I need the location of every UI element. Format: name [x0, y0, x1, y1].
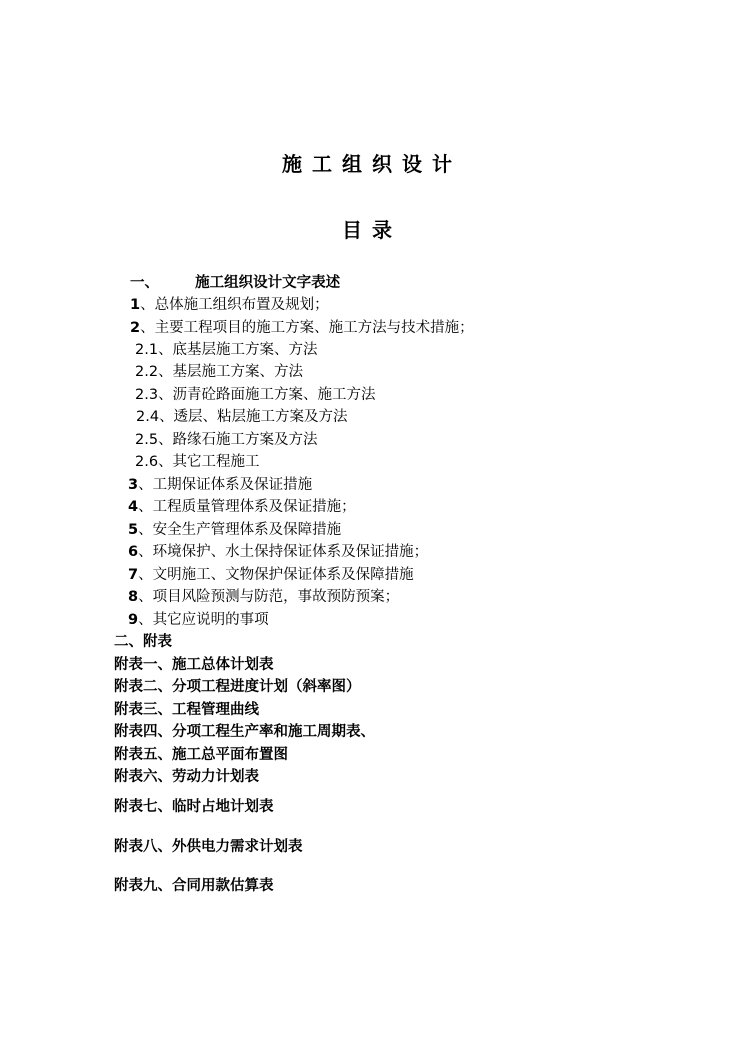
- toc-item: 2.3、沥青砼路面施工方案、施工方法: [135, 387, 376, 403]
- appendix-item: 附表七、临时占地计划表: [114, 799, 274, 815]
- appendix-item: 附表五、施工总平面布置图: [114, 747, 288, 763]
- appendix-item: 附表八、外供电力需求计划表: [114, 839, 303, 855]
- appendix-item: 附表六、劳动力计划表: [114, 769, 259, 785]
- toc-item: 2.4、透层、粘层施工方案及方法: [136, 409, 348, 425]
- toc-heading: 目录: [342, 218, 402, 242]
- toc-item: 2.1、底基层施工方案、方法: [135, 342, 318, 358]
- appendix-item: 附表四、分项工程生产率和施工周期表、: [114, 724, 375, 740]
- document-title: 施工组织设计: [282, 152, 462, 176]
- appendix-item: 附表九、合同用款估算表: [114, 878, 274, 894]
- appendix-item: 附表三、工程管理曲线: [114, 702, 259, 718]
- toc-item: 2、主要工程项目的施工方案、施工方法与技术措施；: [130, 320, 474, 336]
- section1-heading: [130, 274, 340, 292]
- toc-item: 2.5、路缘石施工方案及方法: [135, 432, 318, 448]
- toc-item: 7、文明施工、文物保护保证体系及保障措施: [128, 567, 414, 583]
- appendix-item: 附表二、分项工程进度计划（斜率图）: [114, 679, 361, 695]
- toc-item: 2.2、基层施工方案、方法: [135, 364, 304, 380]
- section1-title: 施工组织设计文字表述: [195, 275, 341, 291]
- appendix-item: 附表一、施工总体计划表: [114, 657, 274, 673]
- toc-item: 8、项目风险预测与防范，事故预防预案；: [128, 589, 400, 605]
- section2-heading: 二、附表: [114, 634, 172, 650]
- toc-item: 5、安全生产管理体系及保障措施: [128, 522, 342, 538]
- toc-item: 2.6、其它工程施工: [135, 454, 260, 470]
- toc-item: 6、环境保护、水土保持保证体系及保证措施；: [128, 544, 429, 560]
- toc-item: 1、总体施工组织布置及规划；: [130, 297, 329, 313]
- section1-number: 一、: [130, 275, 159, 291]
- toc-item: 3、工期保证体系及保证措施: [128, 477, 313, 493]
- toc-item: 4、工程质量管理体系及保证措施；: [128, 499, 356, 515]
- toc-item: 9、其它应说明的事项: [128, 612, 269, 628]
